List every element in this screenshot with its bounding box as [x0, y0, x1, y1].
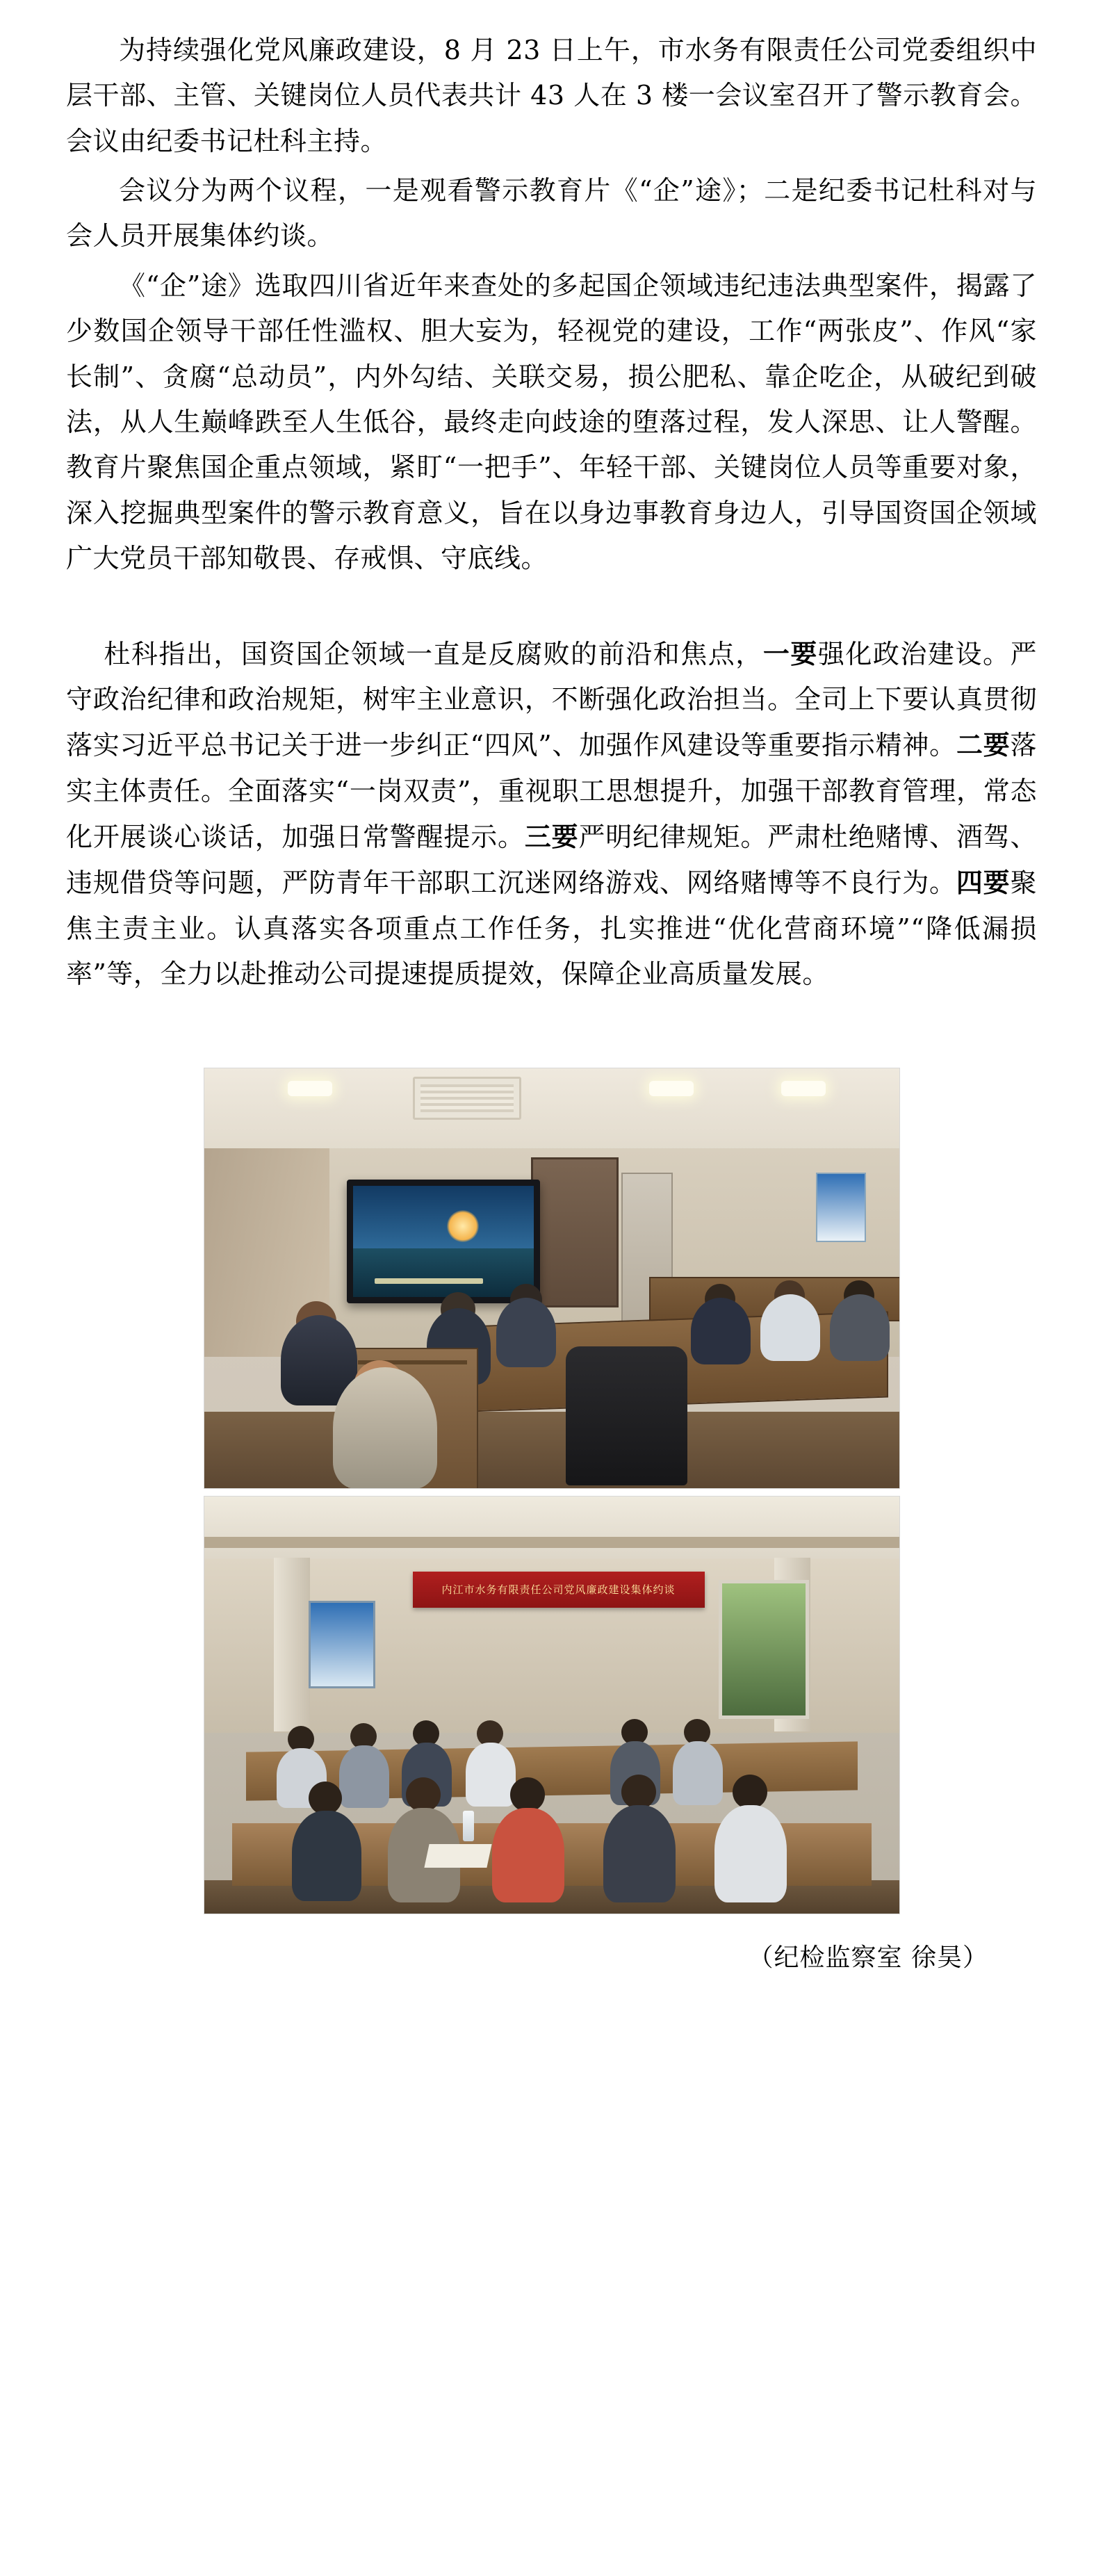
attendee — [292, 1811, 361, 1901]
ceiling-stripe — [204, 1537, 899, 1548]
projection-screen — [347, 1180, 540, 1303]
run-0: 杜科指出，国资国企领域一直是反腐败的前沿和焦点， — [104, 638, 763, 669]
attendee — [760, 1294, 820, 1361]
paragraph-2: 会议分为两个议程，一是观看警示教育片《“企”途》；二是纪委书记杜科对与会人员开展集体约谈。 — [66, 175, 1037, 252]
run-5: 三要 — [524, 821, 579, 853]
attendee-head — [733, 1775, 767, 1809]
run-2: 强化政治建设。严守政治纪律和政治规矩，树牢主业意识，不断强化政治担当。全司上下要认真贯彻落实习近平总书记关于进一步纠正“四风”、加强作风建设等重要指示精神。 — [66, 638, 1037, 761]
attendee — [492, 1808, 564, 1902]
run-3: 二要 — [956, 729, 1011, 761]
paragraph-1: 为持续强化党风廉政建设，8 月 23 日上午，市水务有限责任公司党委组织中层干部、主管、关键岗位人员代表共计 43 人在 3 楼一会议室召开了警示教育会。会议由纪委书记杜科主持。 — [66, 35, 1037, 156]
attendee — [714, 1805, 787, 1902]
run-8: 聚焦主责主业。认真落实各项重点工作任务，扎实推进“优化营商环境”“降低漏损率”等，全力以赴推动公司提速提质提效，保障企业高质量发展。 — [66, 867, 1037, 990]
attendee-head — [309, 1782, 342, 1815]
wall-board — [309, 1601, 375, 1688]
run-7: 四要 — [956, 867, 1011, 899]
screen-sky — [353, 1186, 534, 1250]
attendee — [496, 1298, 556, 1367]
signature-line: （纪检监察室 徐昊） — [748, 1943, 988, 1972]
office-chair — [566, 1346, 687, 1485]
screen-landscape — [353, 1248, 534, 1297]
window — [719, 1580, 809, 1719]
wall-poster — [816, 1173, 866, 1242]
run-4: 落实主体责任。全面落实“一岗双责”，重视职工思想提升，加强干部教育管理，常态化开展谈心谈话，加强日常警醒提示。 — [66, 730, 1037, 853]
attendee-head — [510, 1777, 545, 1812]
figure-1-meeting-room-photo — [204, 1068, 900, 1489]
column-left — [274, 1558, 310, 1731]
ceiling-vent — [413, 1077, 521, 1120]
run-1: 一要 — [762, 637, 818, 669]
attendee — [691, 1298, 751, 1364]
banner-text: 内江市水务有限责任公司党风廉政建设集体约谈 — [441, 1583, 676, 1597]
attendee-head — [406, 1777, 441, 1812]
foreground-attendee — [333, 1367, 437, 1489]
document-stack — [424, 1844, 491, 1868]
figure-group — [66, 1068, 1037, 1914]
ceiling — [204, 1497, 899, 1560]
attendee — [466, 1743, 516, 1807]
screen-caption-bar — [375, 1278, 483, 1284]
attendee — [673, 1741, 723, 1805]
ceiling-lamp — [781, 1081, 826, 1096]
paragraph-4 — [66, 585, 1037, 1043]
screen-sun — [447, 1210, 479, 1242]
red-banner — [413, 1572, 705, 1608]
attendee — [339, 1745, 389, 1808]
ceiling-lamp — [288, 1081, 332, 1096]
figure-2-group-talk-photo — [204, 1496, 900, 1914]
ceiling-lamp — [649, 1081, 694, 1096]
paragraph-3: 《“企”途》选取四川省近年来查处的多起国企领域违纪违法典型案件，揭露了少数国企领导干部任性滥权、胆大妄为，轻视党的建设，工作“两张皮”、作风“家长制”、贪腐“总动员”，内外勾结、关联交易，损公肥私、靠企吃企，从破纪到破法，从人生巅峰跌至人生低谷，最终走向歧途的堕落过程，发人深思、让人警醒。教育片聚焦国企重点领域，紧盯“一把手”、年轻干部、关键岗位人员等重要对象，深入挖掘典型案件的警示教育意义，旨在以身边事教育身边人，引导国资国企领域广大党员干部知敬畏、存戒惧、守底线。 — [66, 270, 1037, 573]
floor — [204, 1412, 899, 1488]
water-bottle — [463, 1811, 474, 1841]
attendee — [603, 1805, 676, 1902]
run-6: 严明纪律规矩。严肃杜绝赌博、酒驾、违规借贷等问题，严防青年干部职工沉迷网络游戏、网络赌博等不良行为。 — [66, 822, 1037, 899]
attendee — [830, 1294, 890, 1361]
door — [531, 1157, 619, 1307]
attendee-head — [621, 1775, 656, 1809]
